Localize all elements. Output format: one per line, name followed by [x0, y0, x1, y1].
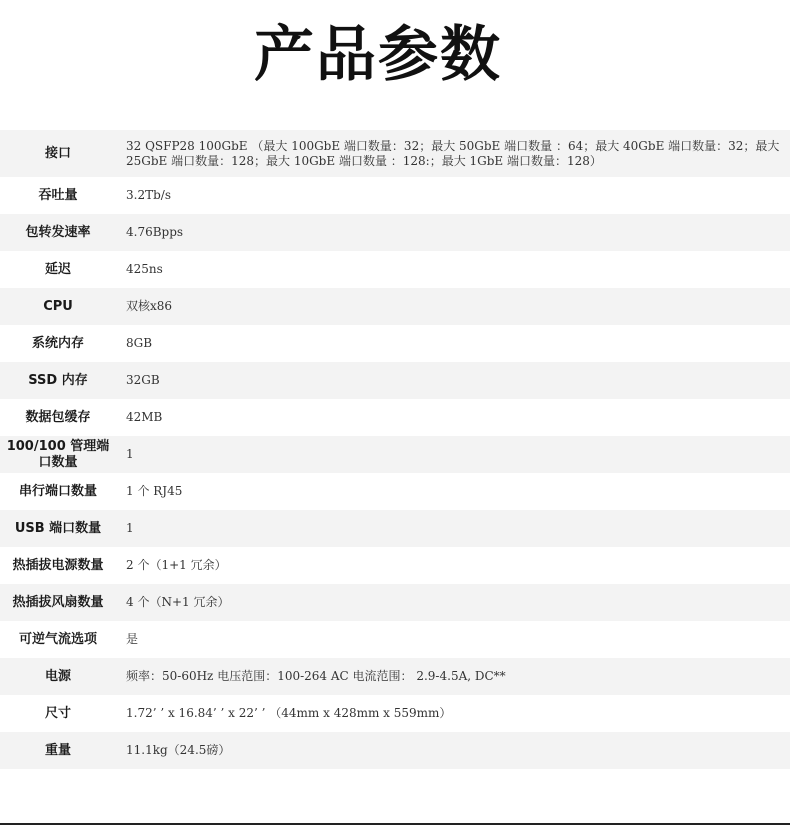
spec-label: 尺寸 — [0, 695, 116, 732]
spec-value: 8GB — [116, 325, 790, 362]
spec-label: 吞吐量 — [0, 177, 116, 214]
spec-value: 双核x86 — [116, 288, 790, 325]
spec-row-management-ports — [0, 436, 790, 473]
spec-label: USB 端口数量 — [0, 510, 116, 547]
spec-label: CPU — [0, 288, 116, 325]
spec-value: 2 个（1+1 冗余） — [116, 547, 790, 584]
spec-value: 425ns — [116, 251, 790, 288]
spec-row-weight — [0, 732, 790, 769]
spec-row-power — [0, 658, 790, 695]
spec-label: 可逆气流选项 — [0, 621, 116, 658]
spec-row-throughput — [0, 177, 790, 214]
spec-label: 热插拔电源数量 — [0, 547, 116, 584]
spec-label: 系统内存 — [0, 325, 116, 362]
spec-label: 延迟 — [0, 251, 116, 288]
spec-row-cpu — [0, 288, 790, 325]
spec-label: 重量 — [0, 732, 116, 769]
page-title: 产品参数 — [254, 20, 502, 90]
spec-table — [0, 130, 790, 769]
spec-value: 11.1kg（24.5磅） — [116, 732, 790, 769]
spec-row-dimensions — [0, 695, 790, 732]
spec-value: 3.2Tb/s — [116, 177, 790, 214]
spec-value: 是 — [116, 621, 790, 658]
spec-label: 接口 — [0, 130, 116, 177]
spec-label: 串行端口数量 — [0, 473, 116, 510]
spec-value: 42MB — [116, 399, 790, 436]
bottom-divider — [0, 823, 790, 825]
spec-row-ssd — [0, 362, 790, 399]
spec-row-hot-swap-psu — [0, 547, 790, 584]
spec-row-hot-swap-fans — [0, 584, 790, 621]
spec-value: 1 — [116, 510, 790, 547]
spec-value: 1.72’ ’ x 16.84’ ’ x 22’ ’ （44mm x 428mm x 559mm） — [116, 695, 790, 732]
spec-row-system-memory — [0, 325, 790, 362]
spec-value: 频率：50-60Hz 电压范围：100-264 AC 电流范围： 2.9-4.5A, DC** — [116, 658, 790, 695]
spec-value: 4.76Bpps — [116, 214, 790, 251]
spec-row-serial-ports — [0, 473, 790, 510]
spec-row-forwarding-rate — [0, 214, 790, 251]
spec-label: 数据包缓存 — [0, 399, 116, 436]
spec-row-latency — [0, 251, 790, 288]
spec-row-reversible-airflow — [0, 621, 790, 658]
spec-label: 热插拔风扇数量 — [0, 584, 116, 621]
spec-value: 32GB — [116, 362, 790, 399]
spec-label: 包转发速率 — [0, 214, 116, 251]
spec-row-interface — [0, 130, 790, 177]
spec-value: 1 — [116, 436, 790, 473]
spec-row-usb-ports — [0, 510, 790, 547]
spec-label: SSD 内存 — [0, 362, 116, 399]
spec-value: 4 个（N+1 冗余） — [116, 584, 790, 621]
spec-row-packet-buffer — [0, 399, 790, 436]
spec-label: 100/100 管理端口数量 — [0, 436, 116, 473]
spec-label: 电源 — [0, 658, 116, 695]
spec-value: 32 QSFP28 100GbE （最大 100GbE 端口数量：32；最大 50GbE 端口数量 ：64；最大 40GbE 端口数量：32；最大 25GbE 端口数量：128；最大 10GbE 端口数量 ：128:；最大 1GbE 端口数量：128） — [116, 130, 790, 177]
spec-value: 1 个 RJ45 — [116, 473, 790, 510]
